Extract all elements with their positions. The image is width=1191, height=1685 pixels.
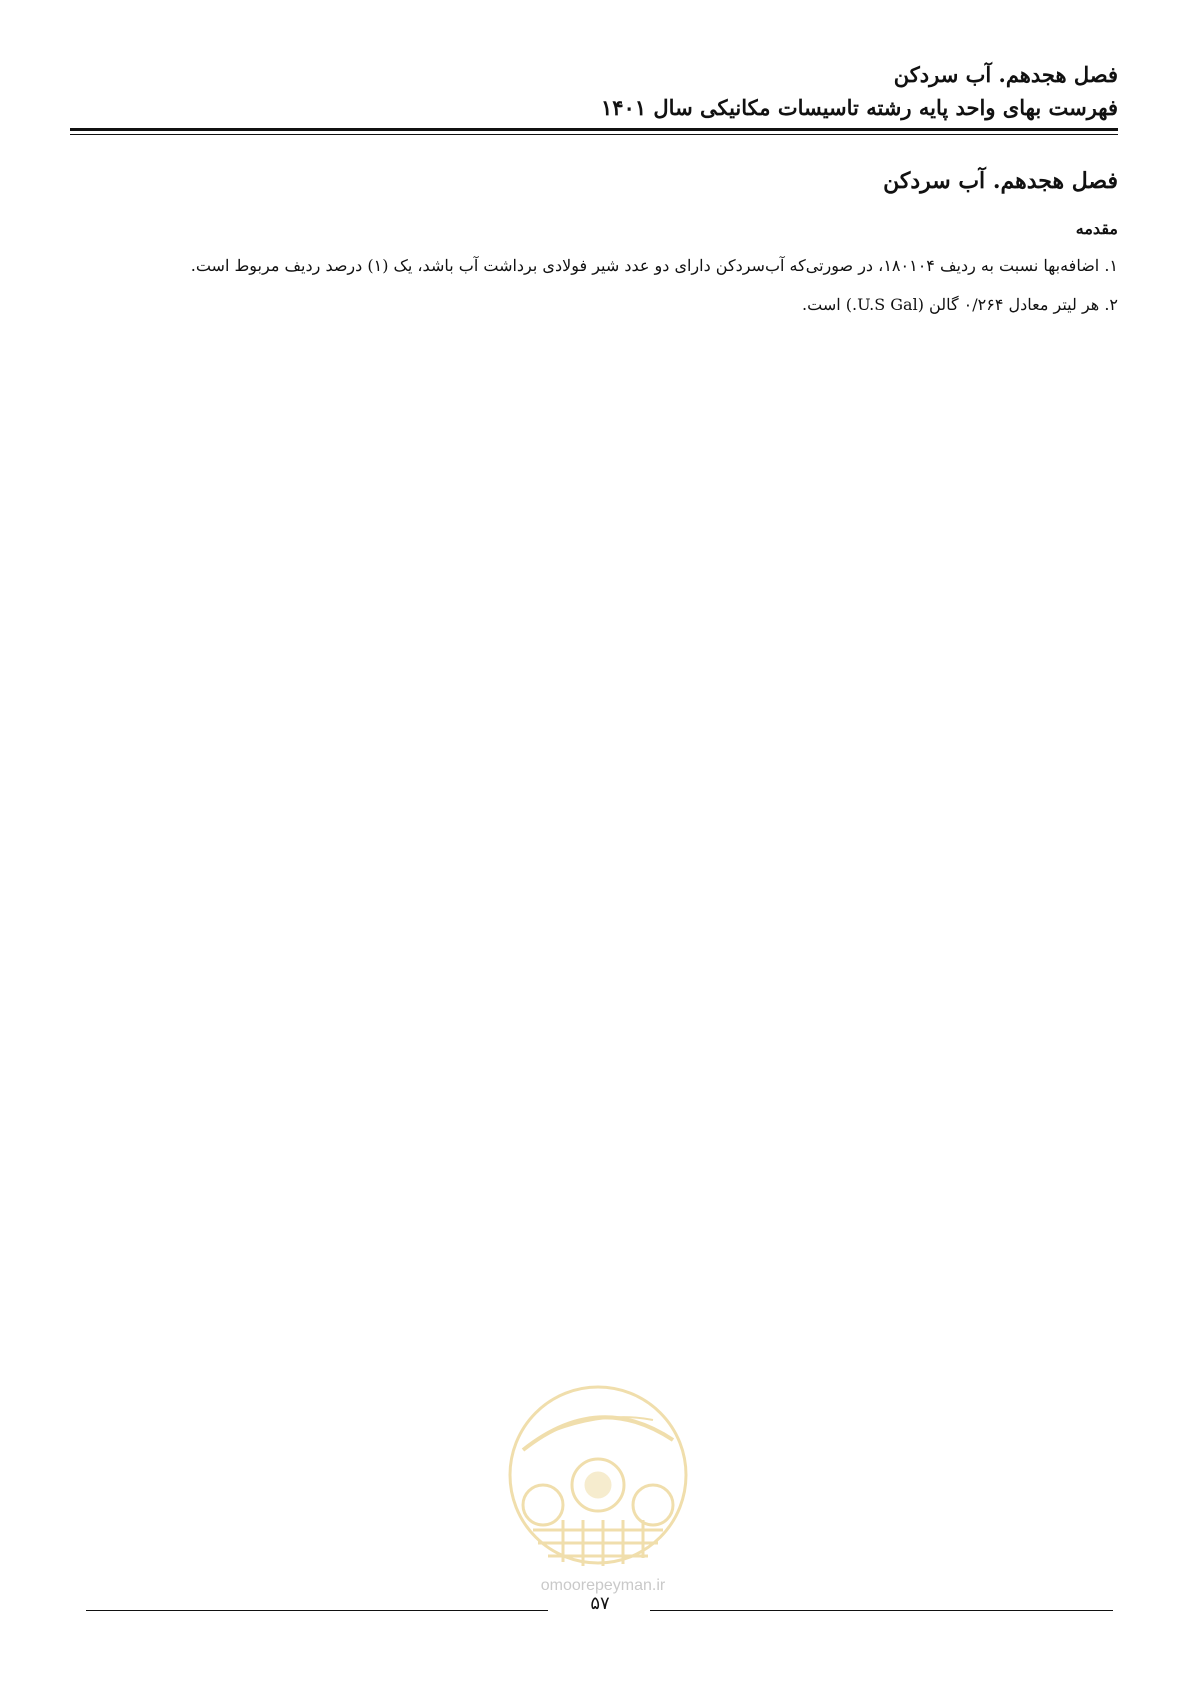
chapter-title: فصل هجدهم. آب سردکن [883,168,1118,194]
document-body [70,164,1118,324]
footer-divider-left [86,1610,548,1611]
section-heading: مقدمه [1075,219,1118,238]
paragraph-item-1: ۱. اضافه‌بها نسبت به ردیف ۱۸۰۱۰۴، در صورتی‌که آب‌سردکن دارای دو عدد شیر فولادی برداشت آب باشد، یک (۱) درصد ردیف مربوط است. [190,256,1118,275]
page-number: ۵۷ [590,1593,610,1614]
paragraph-item-2: ۲. هر لیتر معادل ۰/۲۶۴ گالن (U.S Gal.) است. [802,295,1118,314]
header-divider-thick [70,128,1118,131]
watermark-url: omoorepeyman.ir [540,1577,666,1594]
page-header [70,58,1118,124]
header-catalog-title: فهرست بهای واحد پایه رشته تاسیسات مکانیکی سال ۱۴۰۱ [600,95,1118,120]
header-divider-thin [70,134,1118,135]
header-chapter-title: فصل هجدهم. آب سردکن [893,62,1118,87]
footer-divider-right [650,1610,1113,1611]
watermark-logo [503,1380,693,1570]
